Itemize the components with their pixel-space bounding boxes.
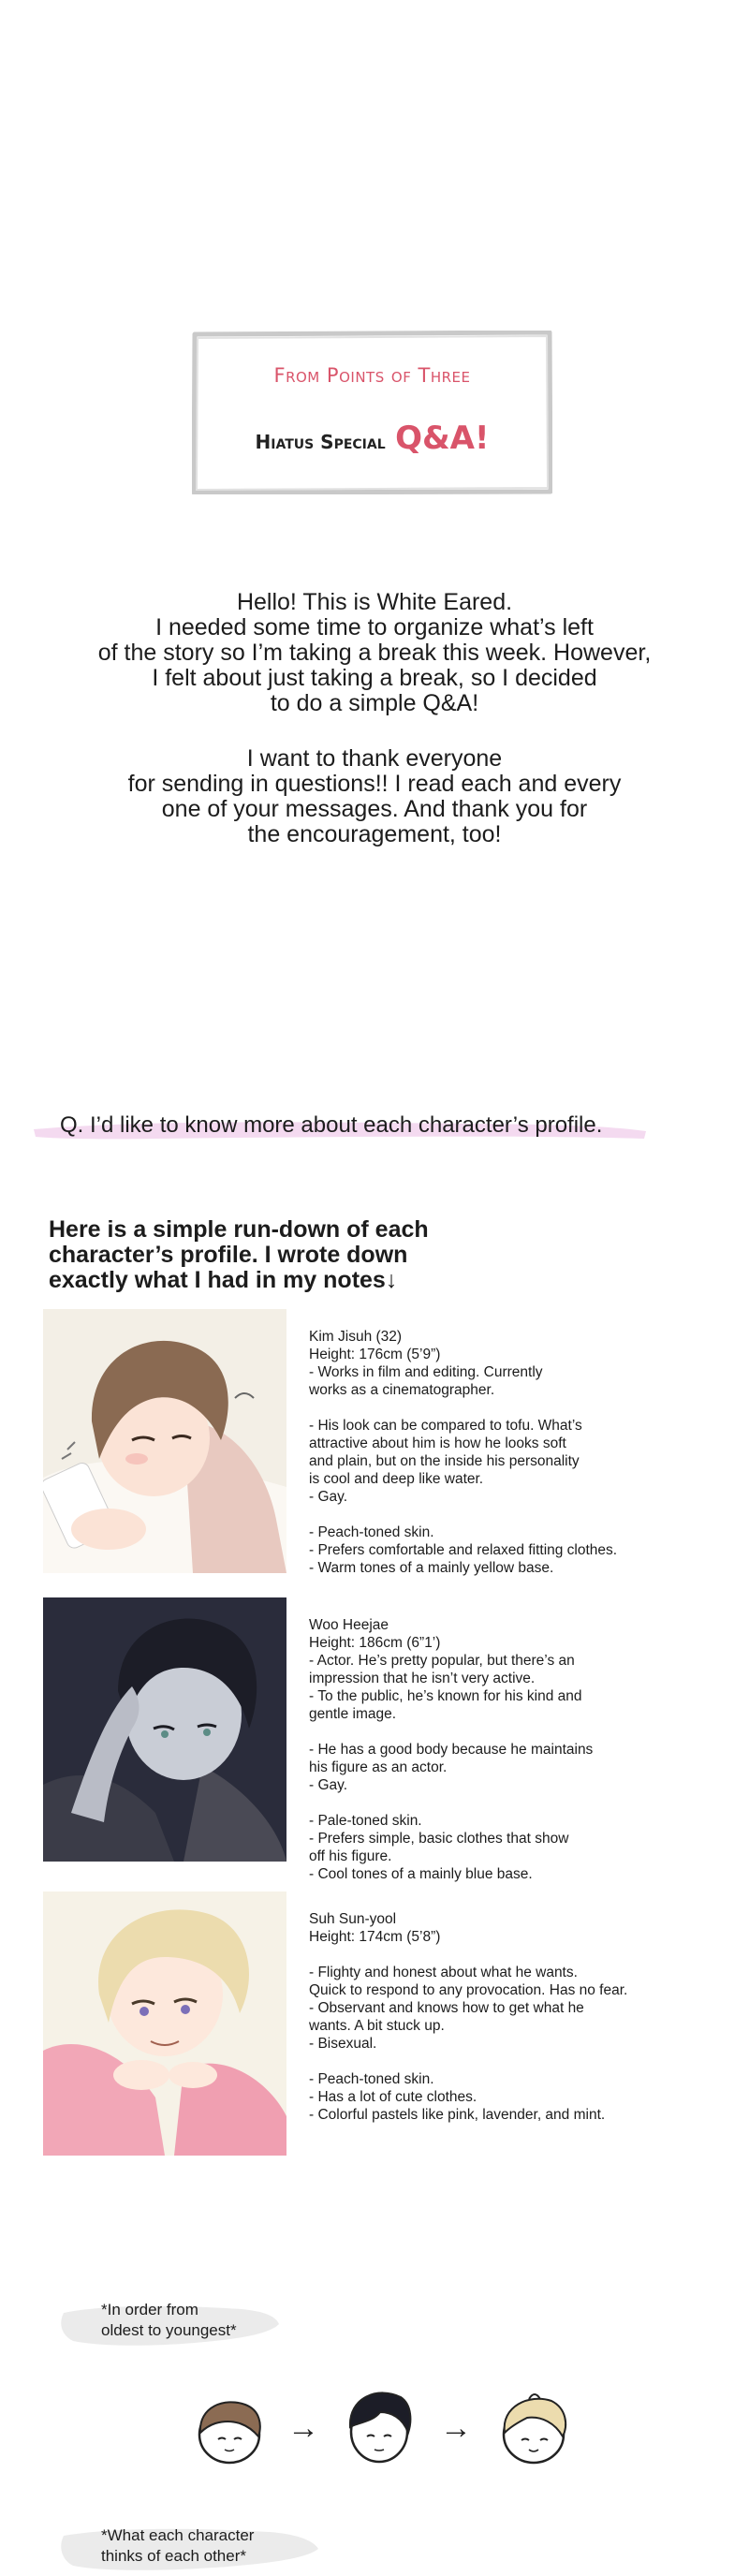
profile-line: attractive about him is how he looks soft <box>309 1435 566 1451</box>
profile-line: Height: 186cm (6”1’) <box>309 1635 441 1651</box>
intro-line: I needed some time to organize what’s left <box>155 614 594 640</box>
profile-line: gentle image. <box>309 1706 397 1722</box>
profile-line: off his figure. <box>309 1848 392 1864</box>
profile-line: - Gay. <box>309 1777 348 1793</box>
portrait-woo-heejae <box>43 1597 286 1862</box>
rundown-intro <box>49 1217 442 1293</box>
profile-line: - Colorful pastels like pink, lavender, and mint. <box>309 2107 606 2123</box>
title-heading <box>192 420 552 457</box>
profile-kim-jisuh <box>309 1328 730 1577</box>
profile-line: - Warm tones of a mainly yellow base. <box>309 1560 554 1576</box>
profile-line: - To the public, he’s known for his kind and <box>309 1688 582 1704</box>
profile-line: - Prefers simple, basic clothes that show <box>309 1831 569 1847</box>
profile-line: - Flighty and honest about what he wants. <box>309 1965 578 1980</box>
profile-line: his figure as an actor. <box>309 1759 448 1775</box>
profile-line: - Cool tones of a mainly blue base. <box>309 1866 533 1882</box>
profile-line: and plain, but on the inside his personality <box>309 1453 580 1469</box>
title-frame <box>192 331 552 494</box>
chibi-kim-jisuh <box>187 2388 272 2472</box>
intro-line: I felt about just taking a break, so I decided <box>152 665 597 691</box>
profile-line: - Pale-toned skin. <box>309 1813 422 1829</box>
profile-line: - Bisexual. <box>309 2036 377 2052</box>
profile-line: - Actor. He’s pretty popular, but there’s an <box>309 1653 575 1669</box>
profile-line: Height: 174cm (5’8”) <box>309 1929 441 1945</box>
intro-line: I want to thank everyone <box>246 745 503 772</box>
right-arrow-icon: → <box>440 2410 472 2446</box>
profile-woo-heejae <box>309 1616 730 1883</box>
title-heading-accent: Q&A! <box>395 420 490 457</box>
profile-line: wants. A bit stuck up. <box>309 2018 445 2034</box>
profile-line: impression that he isn’t very active. <box>309 1671 536 1686</box>
intro-line: the encouragement, too! <box>247 821 502 847</box>
intro-paragraph-1 <box>94 590 655 716</box>
intro-paragraph-2 <box>94 746 655 847</box>
profile-line: - His look can be compared to tofu. What’s <box>309 1418 582 1434</box>
order-note <box>101 2300 237 2341</box>
profile-line: - Observant and knows how to get what he <box>309 2000 584 2016</box>
thoughts-note-line: *What each character <box>101 2526 255 2544</box>
rundown-line: character’s profile. I wrote down <box>49 1242 408 1268</box>
intro-line: to do a simple Q&A! <box>270 690 479 716</box>
order-note-line: oldest to youngest* <box>101 2321 237 2339</box>
profile-line: Kim Jisuh (32) <box>309 1329 403 1345</box>
portrait-suh-sun-yool <box>43 1892 286 2156</box>
chibi-woo-heejae <box>337 2380 421 2470</box>
intro-line: Hello! This is White Eared. <box>236 589 513 615</box>
profile-line: - Has a lot of cute clothes. <box>309 2089 477 2105</box>
rundown-line: Here is a simple run-down of each <box>49 1216 429 1243</box>
thoughts-note <box>101 2525 254 2567</box>
intro-line: of the story so I’m taking a break this week. However, <box>97 640 652 666</box>
profile-line: - Works in film and editing. Currently <box>309 1364 543 1380</box>
rundown-line: exactly what I had in my notes↓ <box>49 1267 398 1293</box>
title-subtitle: From Points of Three <box>273 364 471 387</box>
profile-line: Height: 176cm (5’9”) <box>309 1347 441 1362</box>
question-text: Q. I’d like to know more about each character’s profile. <box>60 1112 603 1138</box>
profile-line: Woo Heejae <box>309 1617 389 1633</box>
profile-suh-sun-yool <box>309 1910 730 2124</box>
profile-line: - Prefers comfortable and relaxed fitting clothes. <box>309 1542 618 1558</box>
title-card <box>192 331 552 494</box>
profile-line: - He has a good body because he maintains <box>309 1742 594 1758</box>
thoughts-note-line: thinks of each other* <box>101 2547 246 2565</box>
profile-line: Suh Sun-yool <box>309 1911 397 1927</box>
order-note-line: *In order from <box>101 2301 198 2318</box>
profile-line: Quick to respond to any provocation. Has no fear. <box>309 1982 628 1998</box>
profile-line: is cool and deep like water. <box>309 1471 484 1487</box>
intro-line: one of your messages. And thank you for <box>161 796 588 822</box>
intro-line: for sending in questions!! I read each and every <box>127 771 622 797</box>
chibi-suh-sun-yool <box>492 2386 576 2470</box>
right-arrow-icon: → <box>287 2410 319 2446</box>
profile-line: - Gay. <box>309 1489 348 1505</box>
title-heading-text: Hiatus Special <box>255 431 386 453</box>
profile-line: - Peach-toned skin. <box>309 1524 434 1540</box>
portrait-kim-jisuh <box>43 1309 286 1573</box>
profile-line: works as a cinematographer. <box>309 1382 495 1398</box>
profile-line: - Peach-toned skin. <box>309 2071 434 2087</box>
